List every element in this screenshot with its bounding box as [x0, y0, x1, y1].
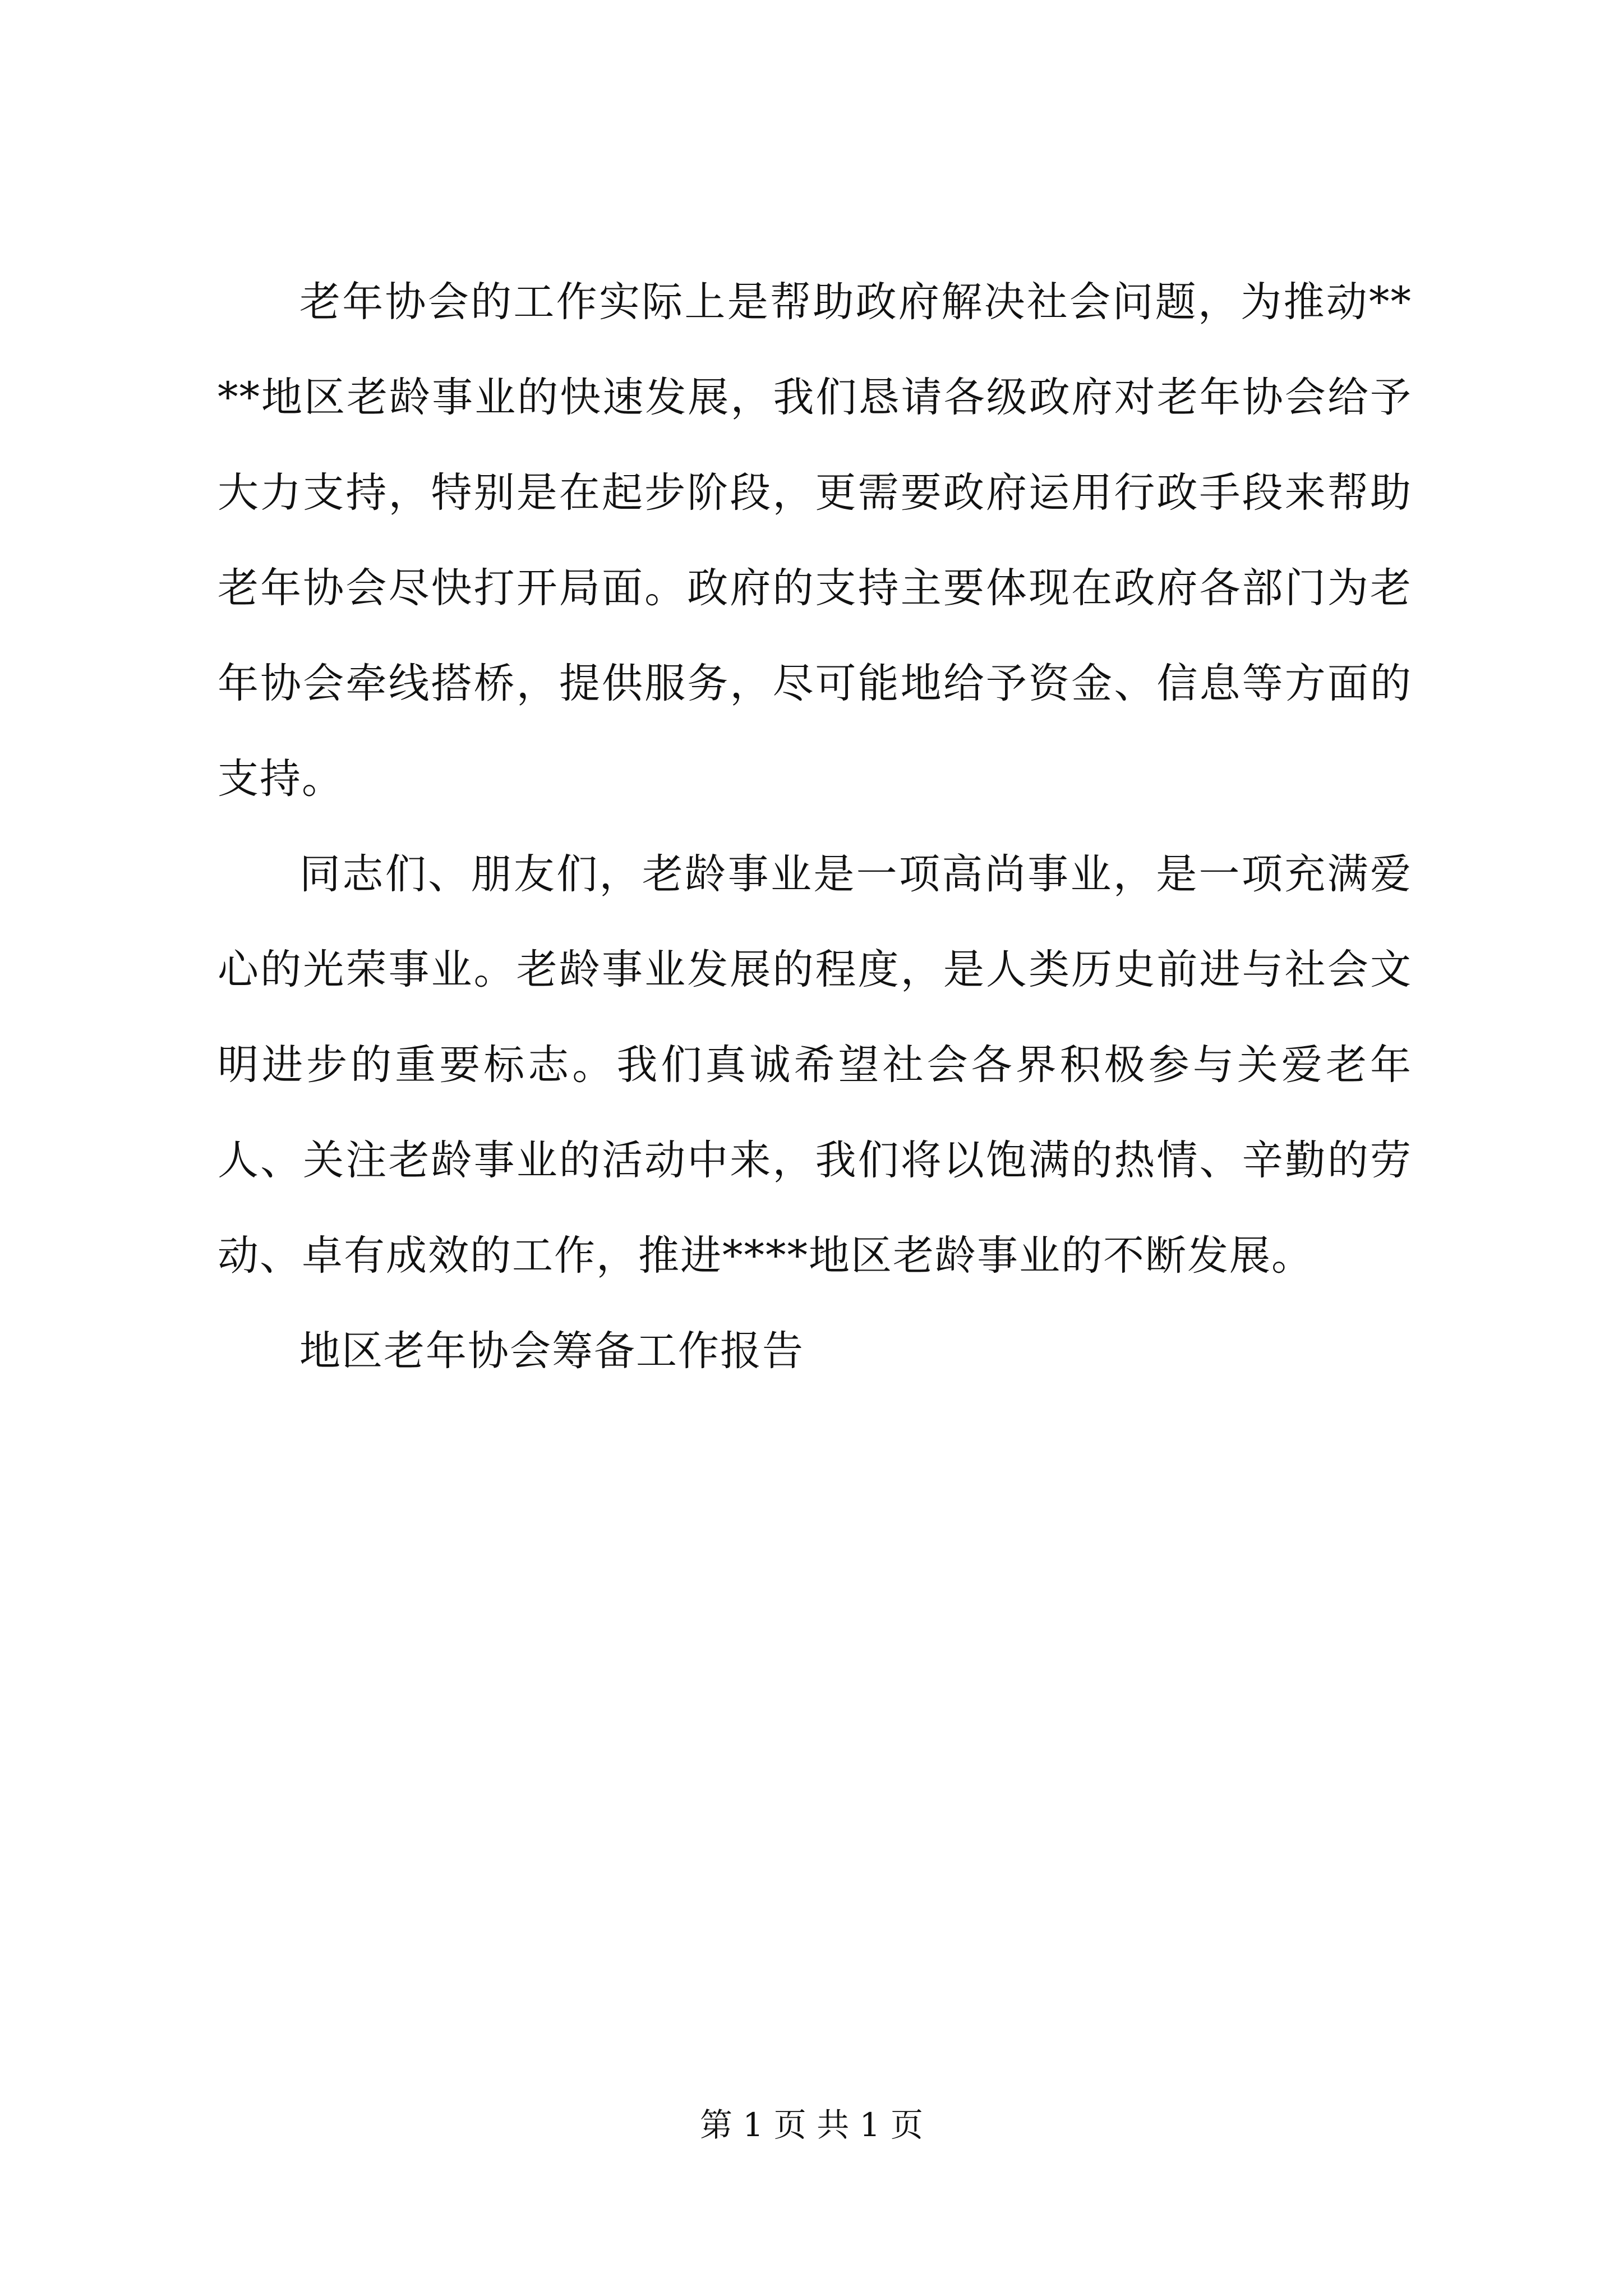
paragraph-government-support: 老年协会的工作实际上是帮助政府解决社会问题，为推动****地区老龄事业的快速发展，我们恳请各级政府对老年协会给予大力支持，特别是在起步阶段，更需要政府运用行政手段来帮助老年协会尽快打开局面。政府的支持主要体现在政府各部门为老年协会牵线搭桥，提供服务，尽可能地给予资金、信息等方面的支持。: [218, 278, 1412, 803]
page-number-footer: 第 1 页 共 1 页: [700, 2106, 923, 2144]
document-body: [218, 255, 1412, 1399]
paragraph-closing-appeal: 同志们、朋友们，老龄事业是一项高尚事业，是一项充满爱心的光荣事业。老龄事业发展的程度，是人类历史前进与社会文明进步的重要标志。我们真诚希望社会各界积极参与关爱老年人、关注老龄事业的活动中来，我们将以饱满的热情、辛勤的劳动、卓有成效的工作，推进****地区老龄事业的不断发展。: [218, 850, 1412, 1280]
paragraph-report-title: 地区老年协会筹备工作报告: [299, 1327, 804, 1375]
